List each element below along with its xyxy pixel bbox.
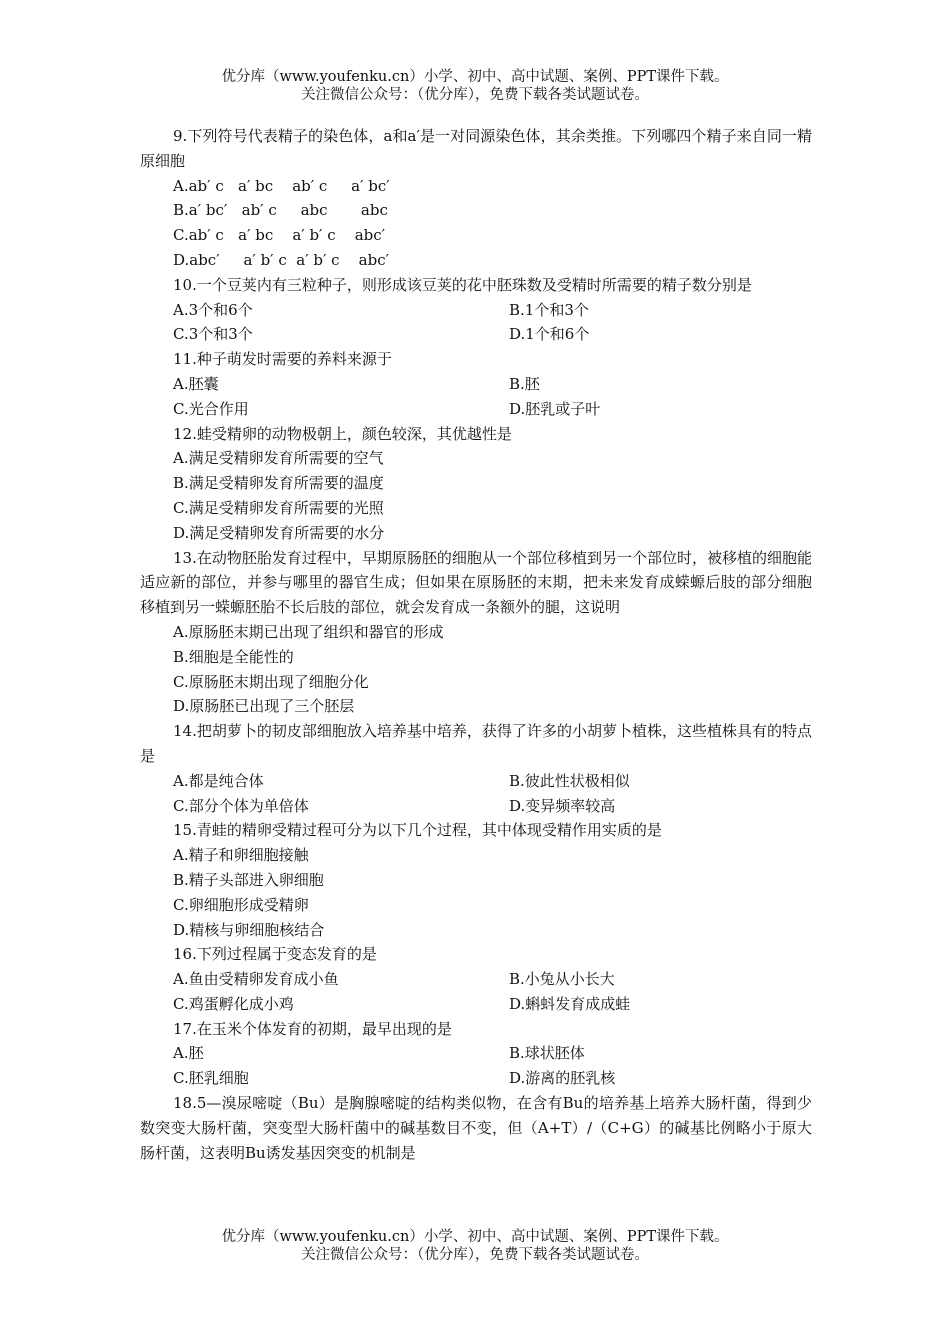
- question-17-options-row-2: [140, 1066, 812, 1091]
- question-12-option-d: D.满足受精卵发育所需要的水分: [173, 523, 385, 542]
- question-17-option-a: A.胚: [173, 1044, 204, 1063]
- question-15-option-b: B.精子头部进入卵细胞: [173, 870, 324, 889]
- question-16-option-a: A.鱼由受精卵发育成小鱼: [173, 970, 339, 989]
- question-15-option-d: D.精核与卵细胞核结合: [173, 920, 325, 939]
- question-11-option-b: B.胚: [509, 374, 540, 393]
- question-15-stem: 15.青蛙的精卵受精过程可分为以下几个过程，其中体现受精作用实质的是: [173, 821, 662, 840]
- question-18-stem: 18.5—溴尿嘧啶（Bu）是胸腺嘧啶的结构类似物，在含有Bu的培养基上培养大肠杆菌，得到少数突变大肠杆菌，突变型大肠杆菌中的碱基数目不变，但（A+T）/（C+G）的碱基比例略小于原大肠杆菌，这表明Bu诱发基因突变的机制是: [140, 1094, 812, 1162]
- question-14-option-b: B.彼此性状极相似: [509, 771, 630, 790]
- question-11-options-row-2: [140, 397, 812, 422]
- question-16-option-b: B.小兔从小长大: [509, 970, 615, 989]
- question-16-stem: 16.下列过程属于变态发育的是: [173, 945, 377, 964]
- question-11-options-row-1: [140, 372, 812, 397]
- question-10-option-b: B.1个和3个: [509, 300, 589, 319]
- question-17-option-c: C.胚乳细胞: [173, 1069, 249, 1088]
- question-9-stem: 9.下列符号代表精子的染色体，a和a′是一对同源染色体，其余类推。下列哪四个精子来自同一精原细胞: [140, 127, 812, 170]
- question-16-option-d: D.蝌蚪发育成成蛙: [509, 994, 631, 1013]
- header-line-1: 优分库（www.youfenku.cn）小学、初中、高中试题、案例、PPT课件下载。: [221, 69, 729, 85]
- question-11-option-d: D.胚乳或子叶: [509, 399, 601, 418]
- question-10-option-d: D.1个和6个: [509, 325, 590, 344]
- question-10-stem: 10.一个豆荚内有三粒种子，则形成该豆荚的花中胚珠数及受精时所需要的精子数分别是: [173, 275, 752, 294]
- question-11-option-a: A.胚囊: [173, 374, 219, 393]
- question-13-option-c: C.原肠胚末期出现了细胞分化: [173, 672, 369, 691]
- question-16-option-c: C.鸡蛋孵化成小鸡: [173, 994, 294, 1013]
- page-footer: [0, 1228, 950, 1264]
- question-11-option-c: C.光合作用: [173, 399, 249, 418]
- page-header: [0, 68, 950, 104]
- question-11-stem: 11.种子萌发时需要的养料来源于: [173, 350, 392, 369]
- question-9-option-a: A.ab′ c a′ bc ab′ c a′ bc′: [173, 176, 390, 195]
- question-9-option-d: D.abc′ a′ b′ c a′ b′ c abc′: [173, 250, 389, 269]
- question-9-option-c: C.ab′ c a′ bc a′ b′ c abc′: [173, 226, 386, 245]
- question-16-options-row-2: [140, 992, 812, 1017]
- question-17-stem: 17.在玉米个体发育的初期，最早出现的是: [173, 1019, 452, 1038]
- footer-line-1: 优分库（www.youfenku.cn）小学、初中、高中试题、案例、PPT课件下载。: [221, 1229, 729, 1245]
- question-17-options-row-1: [140, 1041, 812, 1066]
- question-14-option-a: A.都是纯合体: [173, 771, 264, 790]
- question-14-option-c: C.部分个体为单倍体: [173, 796, 309, 815]
- question-13-option-d: D.原肠胚已出现了三个胚层: [173, 697, 355, 716]
- footer-line-2: 关注微信公众号：（优分库），免费下载各类试题试卷。: [301, 1247, 649, 1263]
- question-14-options-row-2: [140, 794, 812, 819]
- question-12-option-a: A.满足受精卵发育所需要的空气: [173, 449, 384, 468]
- header-line-2: 关注微信公众号：（优分库），免费下载各类试题试卷。: [301, 87, 649, 103]
- question-10-option-a: A.3个和6个: [173, 300, 253, 319]
- question-12-option-b: B.满足受精卵发育所需要的温度: [173, 474, 384, 493]
- question-10-option-c: C.3个和3个: [173, 325, 253, 344]
- question-17-option-b: B.球状胚体: [509, 1044, 585, 1063]
- question-12-stem: 12.蛙受精卵的动物极朝上，颜色较深，其优越性是: [173, 424, 512, 443]
- question-list: [140, 124, 812, 1165]
- question-16-options-row-1: [140, 967, 812, 992]
- question-14-options-row-1: [140, 769, 812, 794]
- question-13-option-b: B.细胞是全能性的: [173, 647, 294, 666]
- question-17-option-d: D.游离的胚乳核: [509, 1069, 616, 1088]
- question-13-stem: 13.在动物胚胎发育过程中，早期原肠胚的细胞从一个部位移植到另一个部位时，被移植的细胞能适应新的部位，并参与哪里的器官生成；但如果在原肠胚的末期，把未来发育成蝾螈后肢的部分细胞移植到另一蝾螈胚胎不长后肢的部位，就会发育成一条额外的腿，这说明: [140, 548, 812, 617]
- question-15-option-a: A.精子和卵细胞接触: [173, 846, 309, 865]
- question-12-option-c: C.满足受精卵发育所需要的光照: [173, 498, 384, 517]
- question-15-option-c: C.卵细胞形成受精卵: [173, 895, 309, 914]
- question-13-option-a: A.原肠胚末期已出现了组织和器官的形成: [173, 622, 444, 641]
- question-14-option-d: D.变异频率较高: [509, 796, 616, 815]
- question-14-stem: 14.把胡萝卜的韧皮部细胞放入培养基中培养，获得了许多的小胡萝卜植株，这些植株具有的特点是: [140, 722, 812, 765]
- question-9-option-b: B.a′ bc′ ab′ c abc abc: [173, 201, 388, 220]
- question-10-options-row-1: [140, 298, 812, 323]
- question-10-options-row-2: [140, 322, 812, 347]
